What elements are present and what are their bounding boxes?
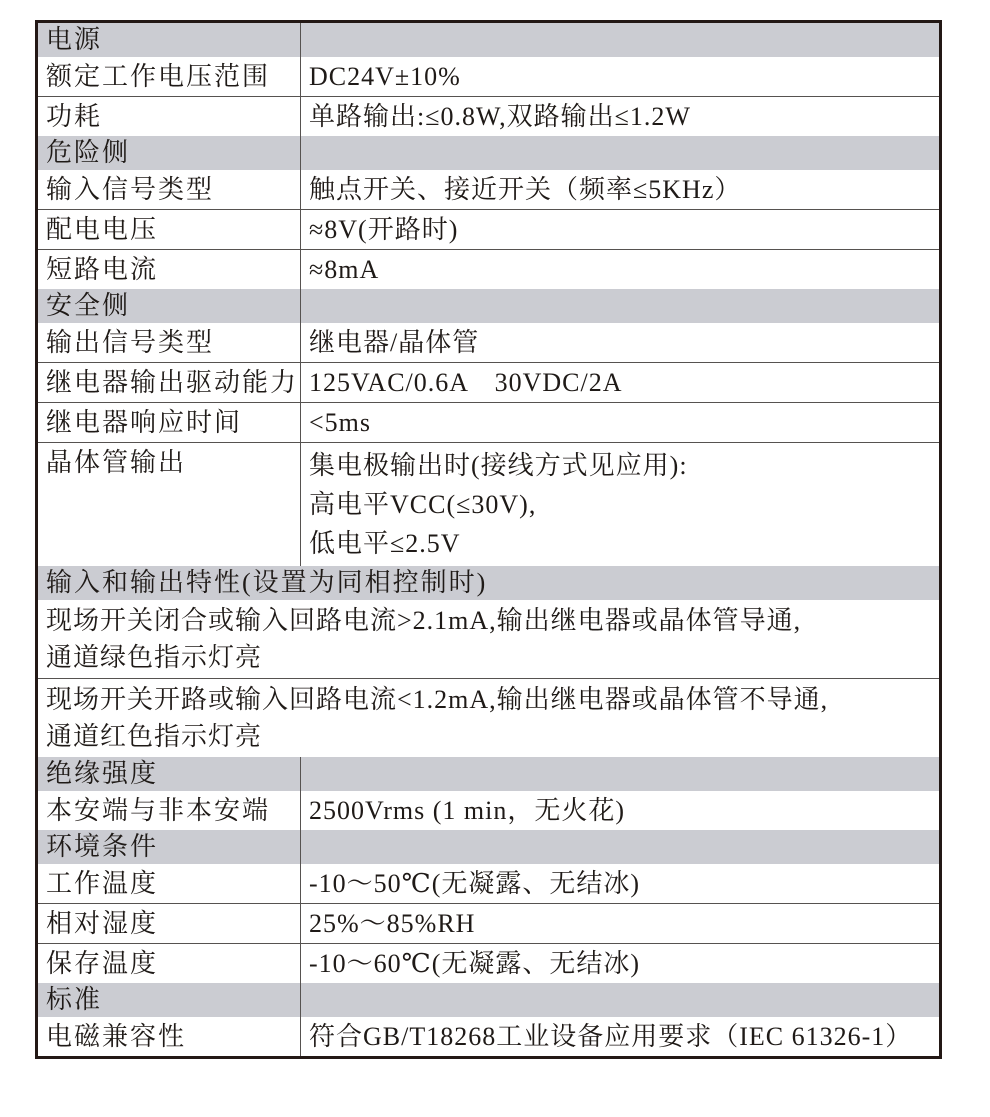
- spec-label-cell: 电磁兼容性: [37, 1017, 301, 1058]
- section-title: 输入和输出特性(设置为同相控制时): [37, 566, 941, 600]
- table-row: [37, 57, 941, 97]
- section-title: 标准: [37, 983, 301, 1017]
- spec-value-cell: 触点开关、接近开关（频率≤5KHz）: [301, 170, 941, 210]
- section-title: 危险侧: [37, 136, 301, 170]
- text-line: 通道红色指示灯亮: [46, 722, 263, 751]
- section-header-row-safe-side: [37, 289, 941, 323]
- table-row: [37, 210, 941, 250]
- spec-value-cell: ≈8mA: [309, 255, 380, 284]
- value-line: 高电平VCC(≤30V),: [309, 490, 537, 519]
- section-header-row-standards: [37, 983, 941, 1017]
- spec-value-cell: 2500Vrms (1 min，无火花): [309, 796, 625, 825]
- text-line: 现场开关闭合或输入回路电流>2.1mA,输出继电器或晶体管导通,: [46, 606, 802, 635]
- spec-value-cell: [301, 443, 941, 567]
- table-row: [37, 1017, 941, 1058]
- table-row: [37, 97, 941, 137]
- section-header-row-hazard-side: [37, 136, 941, 170]
- spec-label-cell: 本安端与非本安端: [37, 791, 301, 830]
- spec-label-cell: 保存温度: [37, 944, 301, 984]
- spec-label-cell: 额定工作电压范围: [37, 57, 301, 97]
- section-empty-cell: [301, 983, 941, 1017]
- table-row-input-off-behavior: [37, 679, 941, 758]
- spec-label-cell: 晶体管输出: [37, 443, 301, 567]
- full-width-text-cell: [37, 600, 941, 679]
- section-empty-cell: [301, 757, 941, 791]
- section-header-row-io-characteristics: [37, 566, 941, 600]
- spec-value-cell: 125VAC/0.6A 30VDC/2A: [301, 363, 941, 403]
- table-row: [37, 250, 941, 290]
- value-line: 低电平≤2.5V: [309, 529, 461, 558]
- table-row: [37, 323, 941, 363]
- table-row-input-on-behavior: [37, 600, 941, 679]
- spec-value-cell: 单路输出:≤0.8W,双路输出≤1.2W: [309, 102, 691, 131]
- spec-label-cell: 继电器输出驱动能力: [37, 363, 301, 403]
- section-empty-cell: [301, 136, 941, 170]
- spec-value-cell: <5ms: [301, 403, 941, 443]
- table-row: [37, 864, 941, 904]
- spec-label-cell: 输入信号类型: [37, 170, 301, 210]
- table-row-transistor-output: [37, 443, 941, 567]
- spec-value-cell: 25%～85%RH: [301, 904, 941, 944]
- spec-value-cell: 符合GB/T18268工业设备应用要求（IEC 61326-1）: [309, 1022, 913, 1051]
- table-row: [37, 791, 941, 830]
- value-line: 集电极输出时(接线方式见应用):: [309, 451, 688, 480]
- spec-label-cell: 继电器响应时间: [37, 403, 301, 443]
- section-title: 绝缘强度: [37, 757, 301, 791]
- text-line: 通道绿色指示灯亮: [46, 643, 263, 672]
- spec-value-cell: ≈8V(开路时): [301, 210, 941, 250]
- section-empty-cell: [301, 830, 941, 864]
- section-header-row-power: [37, 22, 941, 58]
- section-title: 安全侧: [37, 289, 301, 323]
- table-row: [37, 904, 941, 944]
- spec-value-cell: -10～50℃(无凝露、无结冰): [301, 864, 941, 904]
- section-empty-cell: [301, 22, 941, 58]
- table-row: [37, 403, 941, 443]
- spec-value-cell: 继电器/晶体管: [301, 323, 941, 363]
- spec-label-cell: 相对湿度: [37, 904, 301, 944]
- text-line: 现场开关开路或输入回路电流<1.2mA,输出继电器或晶体管不导通,: [46, 685, 829, 714]
- section-title: 环境条件: [37, 830, 301, 864]
- spec-label-cell: 工作温度: [37, 864, 301, 904]
- spec-label-cell: 短路电流: [37, 250, 301, 290]
- full-width-text-cell: [37, 679, 941, 758]
- spec-value-cell: -10～60℃(无凝露、无结冰): [309, 949, 641, 978]
- table-row: [37, 363, 941, 403]
- spec-label-cell: 配电电压: [37, 210, 301, 250]
- section-empty-cell: [301, 289, 941, 323]
- section-header-row-environment: [37, 830, 941, 864]
- section-title: 电源: [37, 22, 301, 58]
- table-row: [37, 944, 941, 984]
- spec-label-cell: 功耗: [37, 97, 301, 137]
- spec-value-cell: DC24V±10%: [301, 57, 941, 97]
- table-row: [37, 170, 941, 210]
- spec-label-cell: 输出信号类型: [37, 323, 301, 363]
- spec-table: [35, 20, 942, 1059]
- section-header-row-insulation: [37, 757, 941, 791]
